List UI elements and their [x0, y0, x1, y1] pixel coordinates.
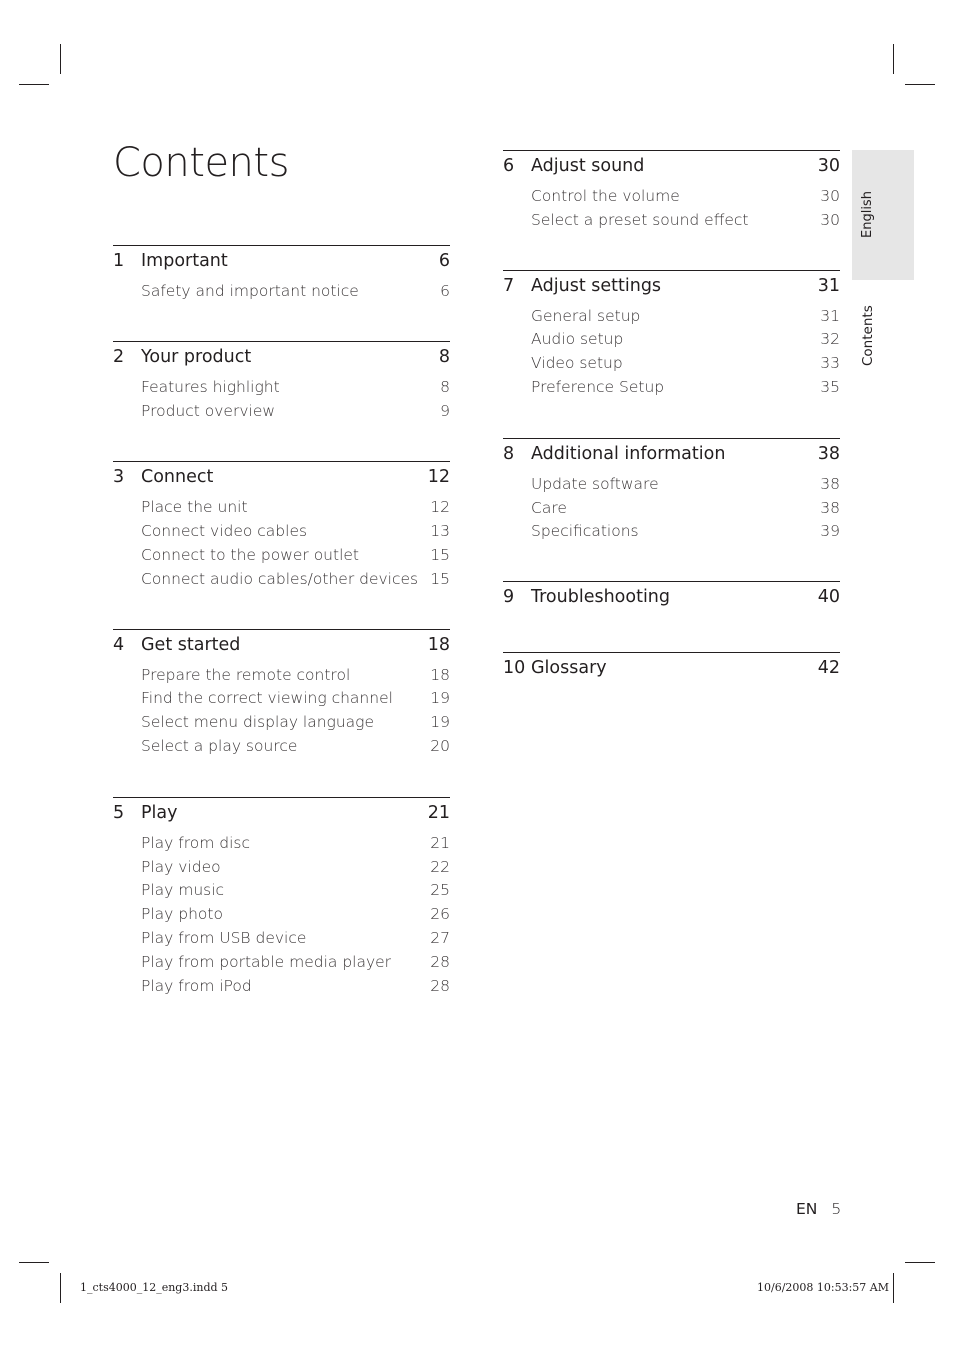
crop-mark [905, 84, 935, 85]
toc-entry[interactable] [503, 378, 840, 402]
toc-left-column [113, 245, 450, 1000]
side-tab-language: English [860, 191, 875, 238]
toc-item-list [503, 307, 840, 402]
section-page-number: 38 [817, 443, 840, 464]
toc-entry[interactable] [113, 929, 450, 953]
section-title: Glossary [531, 658, 607, 679]
crop-mark [893, 44, 894, 74]
entry-page-number: 19 [430, 713, 450, 732]
toc-section [503, 652, 840, 682]
entry-label: Play photo [141, 905, 223, 924]
section-number: 3 [113, 467, 125, 488]
toc-section-heading[interactable] [503, 444, 840, 468]
entry-page-number: 38 [820, 498, 840, 517]
side-tab-section: Contents [860, 305, 876, 366]
section-page-number: 12 [427, 467, 450, 488]
toc-entry[interactable] [113, 881, 450, 905]
footer-language: EN [796, 1200, 818, 1218]
toc-entry[interactable] [503, 330, 840, 354]
page-title: Contents [113, 140, 289, 186]
section-page-number: 30 [817, 156, 840, 176]
section-number: 9 [503, 587, 515, 608]
toc-section-heading[interactable] [503, 658, 840, 682]
entry-label: Play from portable media player [141, 952, 392, 971]
toc-item-list [113, 378, 450, 426]
toc-right-column [503, 150, 840, 682]
section-title: Adjust sound [531, 156, 645, 176]
entry-page-number: 35 [820, 377, 840, 396]
toc-entry[interactable] [503, 499, 840, 523]
toc-section [113, 629, 450, 761]
toc-entry[interactable] [113, 905, 450, 929]
entry-label: Product overview [141, 401, 276, 420]
entry-page-number: 21 [430, 833, 450, 852]
entry-page-number: 26 [430, 905, 450, 924]
toc-section-heading[interactable] [503, 587, 840, 611]
section-number: 8 [503, 443, 515, 464]
toc-section [503, 270, 840, 402]
entry-page-number: 19 [430, 689, 450, 708]
toc-section [113, 461, 450, 593]
entry-label: Prepare the remote control [141, 665, 351, 684]
toc-item-list [113, 666, 450, 761]
crop-mark [893, 1273, 894, 1303]
toc-entry[interactable] [113, 402, 450, 426]
entry-label: Select a play source [141, 736, 298, 755]
entry-label: Play music [141, 881, 225, 900]
section-page-number: 8 [438, 346, 450, 367]
toc-section-heading[interactable] [503, 276, 840, 300]
toc-section [503, 438, 840, 546]
toc-item-list [113, 834, 450, 1001]
toc-entry[interactable] [113, 282, 450, 306]
crop-mark [19, 84, 49, 85]
section-title: Connect [141, 467, 214, 488]
entry-page-number: 25 [430, 881, 450, 900]
section-title: Get started [141, 634, 241, 655]
toc-entry[interactable] [113, 834, 450, 858]
toc-entry[interactable] [113, 570, 450, 594]
toc-section [113, 341, 450, 426]
section-page-number: 42 [817, 658, 840, 679]
entry-page-number: 15 [430, 569, 450, 588]
section-number: 5 [113, 802, 125, 823]
toc-entry[interactable] [503, 354, 840, 378]
toc-item-list [113, 282, 450, 306]
entry-label: Play from USB device [141, 928, 307, 947]
toc-entry[interactable] [503, 475, 840, 499]
section-number: 6 [503, 156, 515, 176]
toc-entry[interactable] [113, 546, 450, 570]
entry-label: Control the volume [531, 187, 680, 205]
footer-page-number: 5 [831, 1200, 842, 1218]
toc-entry[interactable] [503, 522, 840, 546]
toc-section [113, 245, 450, 306]
section-number: 7 [503, 275, 515, 296]
entry-page-number: 15 [430, 545, 450, 564]
entry-label: Connect to the power outlet [141, 545, 360, 564]
entry-label: Select menu display language [141, 713, 375, 732]
section-title: Troubleshooting [531, 587, 671, 608]
entry-label: Specifications [531, 522, 639, 541]
toc-entry[interactable] [503, 187, 840, 211]
section-page-number: 40 [817, 587, 840, 608]
toc-section-heading[interactable] [503, 156, 840, 180]
entry-page-number: 30 [820, 210, 840, 229]
section-number: 4 [113, 634, 125, 655]
section-title: Important [141, 251, 228, 271]
entry-label: Connect audio cables/other devices [141, 569, 419, 588]
page-footer [796, 1200, 841, 1218]
toc-section-heading[interactable] [113, 635, 450, 659]
toc-item-list [113, 498, 450, 593]
entry-label: Play from iPod [141, 976, 252, 995]
toc-entry[interactable] [113, 977, 450, 1001]
toc-section-heading[interactable] [113, 803, 450, 827]
toc-item-list [503, 187, 840, 235]
entry-page-number: 22 [430, 857, 450, 876]
slug-file: 1_cts4000_12_eng3.indd 5 [80, 1281, 229, 1294]
entry-page-number: 9 [440, 401, 450, 420]
toc-entry[interactable] [113, 378, 450, 402]
entry-page-number: 32 [820, 330, 840, 349]
entry-page-number: 27 [430, 928, 450, 947]
entry-label: Preference Setup [531, 377, 665, 396]
entry-label: Video setup [531, 354, 623, 373]
entry-label: Play from disc [141, 833, 250, 852]
entry-label: Find the correct viewing channel [141, 689, 393, 708]
entry-label: Audio setup [531, 330, 624, 349]
entry-page-number: 38 [820, 474, 840, 493]
entry-label: Select a preset sound effect [531, 210, 749, 229]
toc-entry[interactable] [113, 522, 450, 546]
section-title: Additional information [531, 443, 726, 464]
toc-section [503, 150, 840, 235]
entry-label: Place the unit [141, 498, 248, 517]
entry-page-number: 30 [820, 187, 840, 205]
toc-entry[interactable] [113, 713, 450, 737]
crop-mark [905, 1262, 935, 1263]
toc-entry[interactable] [113, 666, 450, 690]
section-page-number: 18 [427, 634, 450, 655]
section-number: 10 [503, 658, 526, 679]
toc-entry[interactable] [503, 307, 840, 331]
section-title: Play [141, 802, 178, 823]
crop-mark [60, 1273, 61, 1303]
toc-entry[interactable] [113, 498, 450, 522]
entry-page-number: 28 [430, 976, 450, 995]
toc-entry[interactable] [503, 211, 840, 235]
toc-entry[interactable] [113, 858, 450, 882]
toc-section-heading[interactable] [113, 347, 450, 371]
toc-section-heading[interactable] [113, 251, 450, 275]
entry-page-number: 8 [440, 377, 450, 396]
entry-label: Safety and important notice [141, 282, 359, 300]
entry-label: Features highlight [141, 377, 280, 396]
entry-page-number: 6 [440, 282, 450, 300]
toc-entry[interactable] [113, 953, 450, 977]
section-number: 1 [113, 251, 125, 271]
crop-mark [19, 1262, 49, 1263]
toc-item-list [503, 475, 840, 546]
entry-label: Connect video cables [141, 522, 308, 541]
section-title: Adjust settings [531, 275, 662, 296]
entry-label: Care [531, 498, 567, 517]
section-title: Your product [141, 346, 252, 367]
toc-section [503, 581, 840, 611]
entry-page-number: 12 [430, 498, 450, 517]
entry-label: General setup [531, 306, 641, 325]
entry-label: Play video [141, 857, 221, 876]
section-page-number: 31 [817, 275, 840, 296]
toc-section [113, 797, 450, 1001]
section-page-number: 6 [438, 251, 450, 271]
entry-page-number: 18 [430, 665, 450, 684]
entry-page-number: 28 [430, 952, 450, 971]
entry-page-number: 33 [820, 354, 840, 373]
entry-page-number: 20 [430, 736, 450, 755]
entry-page-number: 13 [430, 522, 450, 541]
crop-mark [60, 44, 61, 74]
toc-section-heading[interactable] [113, 467, 450, 491]
section-page-number: 21 [427, 802, 450, 823]
entry-page-number: 39 [820, 522, 840, 541]
slug-timestamp: 10/6/2008 10:53:57 AM [757, 1281, 890, 1294]
entry-page-number: 31 [820, 306, 840, 325]
entry-label: Update software [531, 474, 659, 493]
toc-entry[interactable] [113, 689, 450, 713]
toc-entry[interactable] [113, 737, 450, 761]
section-number: 2 [113, 346, 125, 367]
